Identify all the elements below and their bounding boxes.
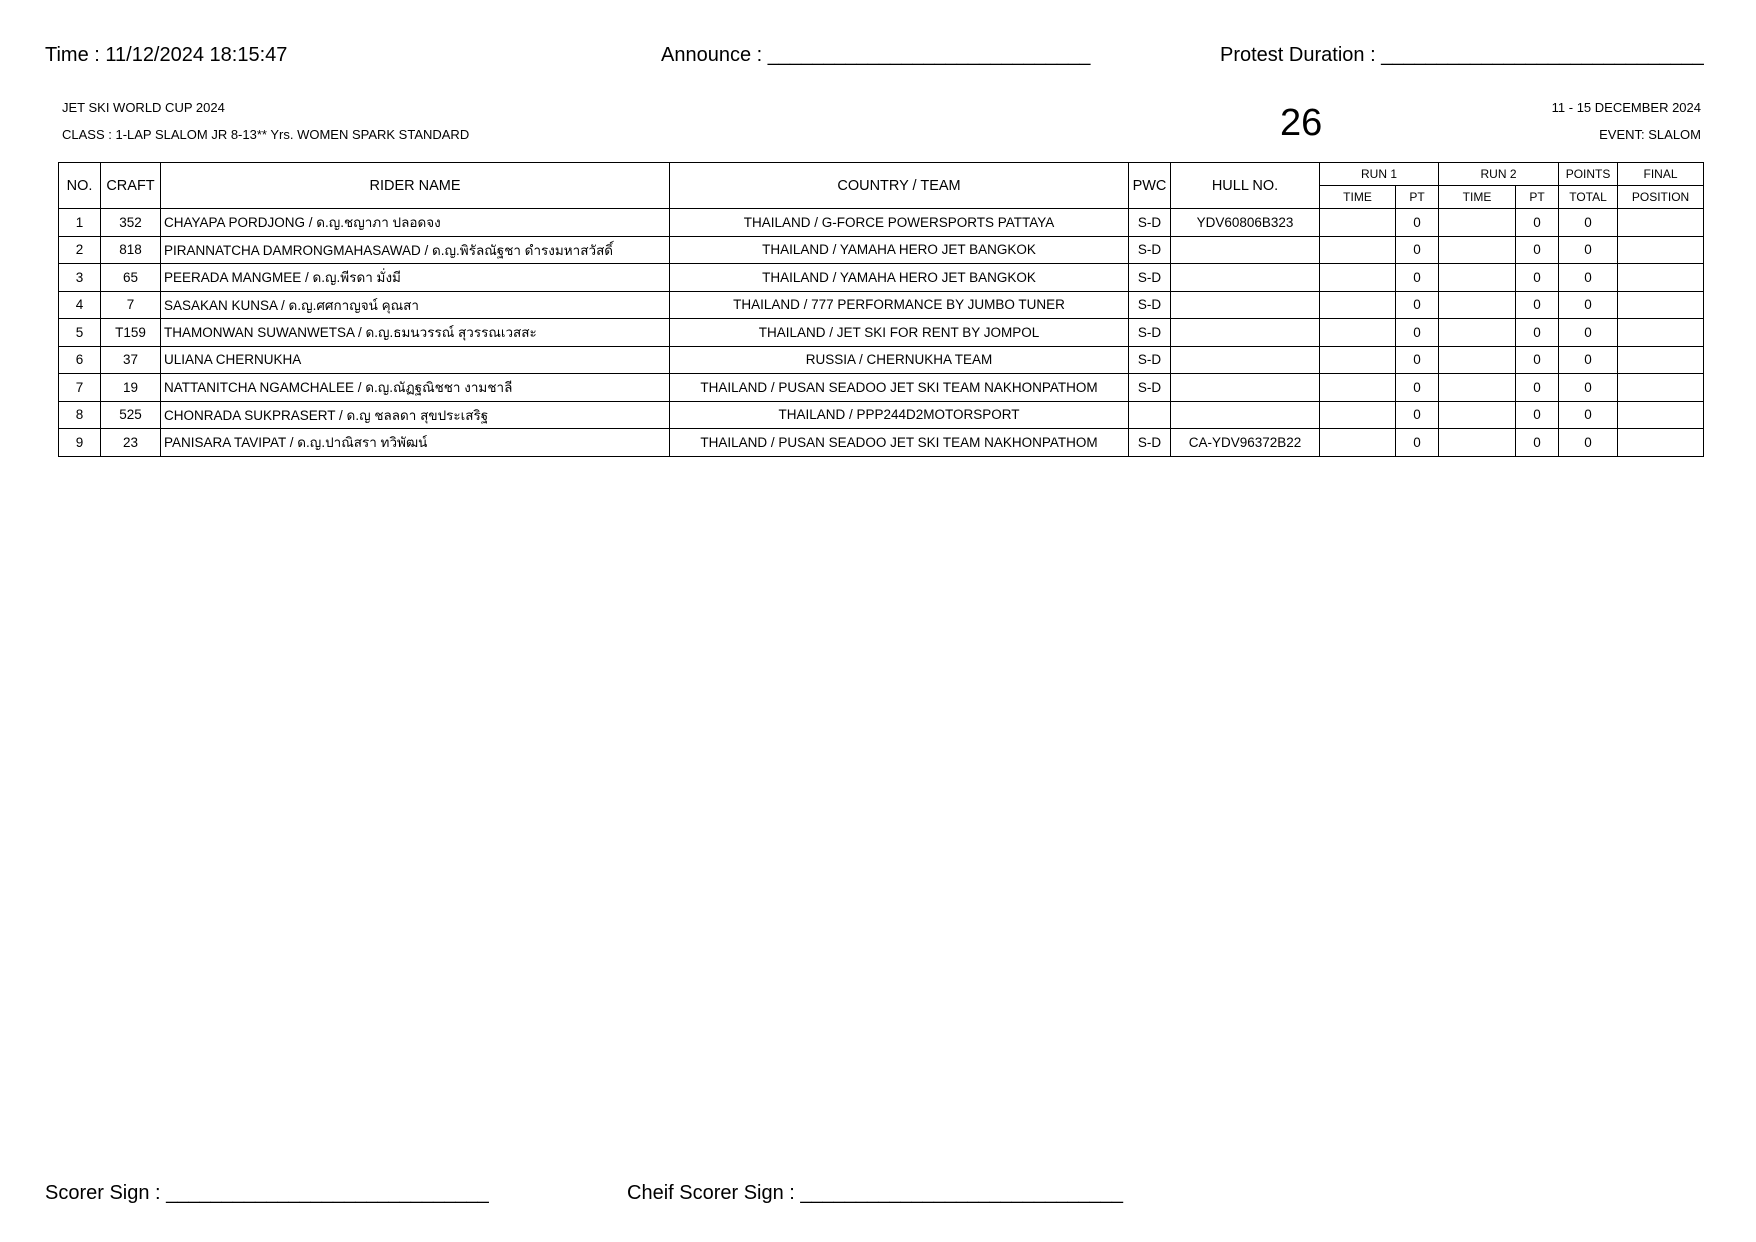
cell-craft: 7 <box>101 291 161 319</box>
cell-run2-pt: 0 <box>1516 264 1559 292</box>
cell-run2-time <box>1439 291 1516 319</box>
header-run1-pt: PT <box>1396 186 1439 209</box>
cell-hull <box>1171 319 1320 347</box>
cell-country: THAILAND / PPP244D2MOTORSPORT <box>670 401 1129 429</box>
cell-rider: PANISARA TAVIPAT / ด.ญ.ปาณิสรา ทวิพัฒน์ <box>161 429 670 457</box>
cell-craft: 23 <box>101 429 161 457</box>
table-row <box>59 429 1704 457</box>
cell-country: THAILAND / PUSAN SEADOO JET SKI TEAM NAKHONPATHOM <box>670 429 1129 457</box>
table-row <box>59 236 1704 264</box>
time-stamp: Time : 11/12/2024 18:15:47 <box>45 44 288 66</box>
cell-run1-pt: 0 <box>1396 264 1439 292</box>
cell-rider: NATTANITCHA NGAMCHALEE / ด.ญ.ณัฏฐณิชชา งามชาลี <box>161 374 670 402</box>
cell-total: 0 <box>1559 319 1618 347</box>
cell-country: THAILAND / 777 PERFORMANCE BY JUMBO TUNER <box>670 291 1129 319</box>
cell-run1-pt: 0 <box>1396 209 1439 237</box>
cell-craft: 352 <box>101 209 161 237</box>
cell-no: 5 <box>59 319 101 347</box>
cell-hull <box>1171 401 1320 429</box>
cell-run2-pt: 0 <box>1516 346 1559 374</box>
cell-no: 1 <box>59 209 101 237</box>
cell-craft: 19 <box>101 374 161 402</box>
results-table <box>58 162 1704 457</box>
cell-no: 8 <box>59 401 101 429</box>
table-row <box>59 291 1704 319</box>
cell-hull <box>1171 236 1320 264</box>
cell-run1-time <box>1320 209 1396 237</box>
header-position: POSITION <box>1618 186 1704 209</box>
cell-rider: PIRANNATCHA DAMRONGMAHASAWAD / ด.ญ.พิรัลณัฐชา ดำรงมหาสวัสดิ์ <box>161 236 670 264</box>
cell-run2-time <box>1439 264 1516 292</box>
cell-run1-time <box>1320 236 1396 264</box>
cell-rider: CHAYAPA PORDJONG / ด.ญ.ชญาภา ปลอดจง <box>161 209 670 237</box>
cell-pwc: S-D <box>1129 264 1171 292</box>
protest-duration-field: Protest Duration : _____________________________ <box>1220 44 1704 66</box>
cell-rider: CHONRADA SUKPRASERT / ด.ญ ชลลดา สุขประเสริฐ <box>161 401 670 429</box>
header-points: POINTS <box>1559 163 1618 186</box>
cell-country: THAILAND / PUSAN SEADOO JET SKI TEAM NAKHONPATHOM <box>670 374 1129 402</box>
cell-run1-time <box>1320 346 1396 374</box>
cell-total: 0 <box>1559 346 1618 374</box>
cell-run2-pt: 0 <box>1516 374 1559 402</box>
header-no: NO. <box>59 163 101 209</box>
cell-craft: 818 <box>101 236 161 264</box>
cell-no: 2 <box>59 236 101 264</box>
cell-total: 0 <box>1559 374 1618 402</box>
cell-run1-time <box>1320 291 1396 319</box>
cell-rider: PEERADA MANGMEE / ด.ญ.พีรดา มั่งมี <box>161 264 670 292</box>
cell-country: THAILAND / G-FORCE POWERSPORTS PATTAYA <box>670 209 1129 237</box>
cell-position <box>1618 319 1704 347</box>
cell-pwc: S-D <box>1129 319 1171 347</box>
cell-run1-pt: 0 <box>1396 236 1439 264</box>
cell-hull: CA-YDV96372B22 <box>1171 429 1320 457</box>
cell-run2-pt: 0 <box>1516 209 1559 237</box>
cell-run1-time <box>1320 374 1396 402</box>
header-total: TOTAL <box>1559 186 1618 209</box>
cell-no: 7 <box>59 374 101 402</box>
header-final: FINAL <box>1618 163 1704 186</box>
cell-run1-pt: 0 <box>1396 346 1439 374</box>
header-hull-no: HULL NO. <box>1171 163 1320 209</box>
cell-hull <box>1171 291 1320 319</box>
cell-run2-pt: 0 <box>1516 401 1559 429</box>
cell-run1-pt: 0 <box>1396 319 1439 347</box>
cell-no: 6 <box>59 346 101 374</box>
cell-country: THAILAND / YAMAHA HERO JET BANGKOK <box>670 236 1129 264</box>
cell-craft: 525 <box>101 401 161 429</box>
table-row <box>59 264 1704 292</box>
table-row <box>59 319 1704 347</box>
cell-total: 0 <box>1559 429 1618 457</box>
event-type: EVENT: SLALOM <box>1599 127 1701 142</box>
cell-craft: T159 <box>101 319 161 347</box>
cell-run2-pt: 0 <box>1516 236 1559 264</box>
header-run2-time: TIME <box>1439 186 1516 209</box>
header-run-1: RUN 1 <box>1320 163 1439 186</box>
announce-field: Announce : _____________________________ <box>661 44 1091 66</box>
cell-country: RUSSIA / CHERNUKHA TEAM <box>670 346 1129 374</box>
cell-position <box>1618 236 1704 264</box>
scorer-sign-field: Scorer Sign : _____________________________ <box>45 1182 489 1204</box>
cell-run2-time <box>1439 236 1516 264</box>
cell-run1-pt: 0 <box>1396 374 1439 402</box>
cell-run1-pt: 0 <box>1396 291 1439 319</box>
cell-pwc: S-D <box>1129 209 1171 237</box>
cell-total: 0 <box>1559 291 1618 319</box>
cell-pwc: S-D <box>1129 429 1171 457</box>
cell-position <box>1618 209 1704 237</box>
cell-pwc: S-D <box>1129 374 1171 402</box>
cell-position <box>1618 291 1704 319</box>
cell-run2-pt: 0 <box>1516 291 1559 319</box>
header-rider-name: RIDER NAME <box>161 163 670 209</box>
class-name: CLASS : 1-LAP SLALOM JR 8-13** Yrs. WOMEN SPARK STANDARD <box>62 127 470 142</box>
cell-country: THAILAND / YAMAHA HERO JET BANGKOK <box>670 264 1129 292</box>
cell-rider: THAMONWAN SUWANWETSA / ด.ญ.ธมนวรรณ์ สุวรรณเวสสะ <box>161 319 670 347</box>
chief-scorer-sign-field: Cheif Scorer Sign : _____________________________ <box>627 1182 1123 1204</box>
header-country-team: COUNTRY / TEAM <box>670 163 1129 209</box>
table-row <box>59 374 1704 402</box>
cell-total: 0 <box>1559 401 1618 429</box>
table-row <box>59 209 1704 237</box>
cell-run1-time <box>1320 264 1396 292</box>
cell-pwc: S-D <box>1129 236 1171 264</box>
cell-run2-pt: 0 <box>1516 429 1559 457</box>
cell-craft: 37 <box>101 346 161 374</box>
cell-total: 0 <box>1559 209 1618 237</box>
cell-position <box>1618 401 1704 429</box>
cell-pwc: S-D <box>1129 346 1171 374</box>
cell-rider: SASAKAN KUNSA / ด.ญ.ศศกาญจน์ คุณสา <box>161 291 670 319</box>
cell-position <box>1618 264 1704 292</box>
cell-run2-time <box>1439 209 1516 237</box>
cell-run2-time <box>1439 374 1516 402</box>
cell-position <box>1618 429 1704 457</box>
cell-hull <box>1171 264 1320 292</box>
cell-run1-time <box>1320 401 1396 429</box>
cell-run1-pt: 0 <box>1396 429 1439 457</box>
cell-run2-pt: 0 <box>1516 319 1559 347</box>
cell-run2-time <box>1439 401 1516 429</box>
cell-run1-pt: 0 <box>1396 401 1439 429</box>
cell-no: 9 <box>59 429 101 457</box>
heat-number: 26 <box>1280 102 1323 144</box>
cell-run2-time <box>1439 319 1516 347</box>
cell-total: 0 <box>1559 236 1618 264</box>
cell-run1-time <box>1320 319 1396 347</box>
cell-craft: 65 <box>101 264 161 292</box>
cell-total: 0 <box>1559 264 1618 292</box>
header-run1-time: TIME <box>1320 186 1396 209</box>
header-pwc: PWC <box>1129 163 1171 209</box>
header-run2-pt: PT <box>1516 186 1559 209</box>
cell-position <box>1618 374 1704 402</box>
cell-run2-time <box>1439 346 1516 374</box>
cell-rider: ULIANA CHERNUKHA <box>161 346 670 374</box>
table-row <box>59 346 1704 374</box>
cell-pwc: S-D <box>1129 291 1171 319</box>
table-row <box>59 401 1704 429</box>
cell-hull <box>1171 374 1320 402</box>
cell-hull: YDV60806B323 <box>1171 209 1320 237</box>
cell-pwc <box>1129 401 1171 429</box>
header-craft: CRAFT <box>101 163 161 209</box>
event-name: JET SKI WORLD CUP 2024 <box>62 100 225 115</box>
cell-country: THAILAND / JET SKI FOR RENT BY JOMPOL <box>670 319 1129 347</box>
cell-position <box>1618 346 1704 374</box>
cell-no: 3 <box>59 264 101 292</box>
cell-run1-time <box>1320 429 1396 457</box>
cell-hull <box>1171 346 1320 374</box>
header-run-2: RUN 2 <box>1439 163 1559 186</box>
cell-run2-time <box>1439 429 1516 457</box>
event-dates: 11 - 15 DECEMBER 2024 <box>1551 100 1701 115</box>
cell-no: 4 <box>59 291 101 319</box>
